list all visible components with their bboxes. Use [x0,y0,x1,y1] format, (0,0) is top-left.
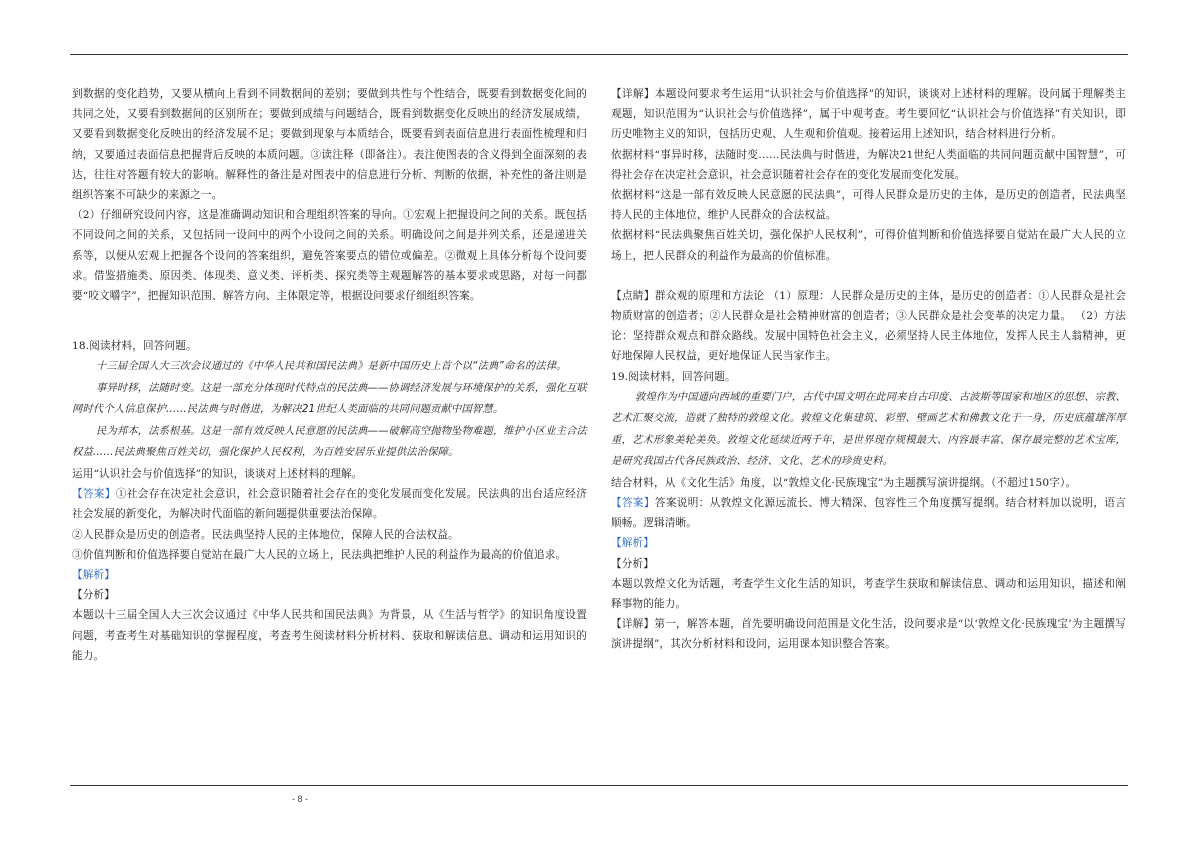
answer-line: ③价值判断和价值选择要自觉站在最广大人民的立场上，民法典把维护人民的利益作为最高的价值追求。 [72,548,567,561]
paragraph: 本题以十三届全国人大三次会议通过《中华人民共和国民法典》为背景，从《生活与哲学》的知识角度设置问题，考查考生对基础知识的掌握程度，考查考生阅读材料分析材料、获取和解读信息、调动和运用知识的能力。 [72,609,587,662]
question-19-title: 19.阅读材料，回答问题。 [611,370,736,383]
answer-tag: 【答案】 [611,497,655,510]
fenxi-tag: 【分析】 [611,557,654,570]
paragraph: 依据材料“这是一部有效反映人民意愿的民法典”，可得人民群众是历史的主体，是历史的创造者，民法典坚持人民的主体地位，维护人民群众的合法权益。 [611,189,1126,222]
question-18-title: 18.阅读材料，回答问题。 [72,340,197,353]
page-number: - 8 - [291,794,308,804]
material-line: 十三届全国人大三次会议通过的《中华人民共和国民法典》是新中国历史上首个以“法典”命名的法律。 [96,360,567,373]
answer-line: ②人民群众是历史的创造者。民法典坚持人民的主体地位，保障人民的合法权益。 [72,528,459,541]
paragraph: 本题以敦煌文化为话题，考查学生文化生活的知识，考查学生获取和解读信息、调动和运用知识，描述和阐释事物的能力。 [611,577,1126,611]
paragraph: 依据材料“事异时移，法随时变……民法典与时偕进，为解决21世纪人类面临的共同问题贡献中国智慧”，可得社会存在决定社会意识，社会意识随着社会存在的变化发展而变化发展。 [611,148,1126,181]
dianjing-paragraph: 【点睛】群众观的原理和方法论 （1）原理：人民群众是历史的主体，是历史的创造者：①人民群众是社会物质财富的创造者；②人民群众是社会精神财富的创造者；③人民群众是社会变革的决定力量。 （2）方法论：坚持群众观点和群众路线。发展中国特色社会主义，必须坚持人民主体地位，发挥人民主人翁精神，更好地保障人民权益，更好地保证人民当家作主。 [611,289,1126,363]
answer-line: 【答案】①社会存在决定社会意识，社会意识随着社会存在的变化发展而变化发展。民法典的出台适应经济社会发展的新变化，为解决时代面临的新问题提供重要法治保障。 [72,488,587,521]
material-line: 敦煌作为中国通向西域的重要门户，古代中国文明在此同来自古印度、古波斯等国家和地区的思想、宗教、艺术汇聚交流，造就了独特的敦煌文化。敦煌文化集建筑、彩塑、壁画艺术和佛教文化于一身，历史底蕴雄浑厚重，艺术形象美轮美奂。敦煌文化延续近两千年，是世界现存规模最大、内容最丰富、保存最完整的艺术宝库，是研究我国古代各民族政治、经济、文化、艺术的珍贵史料。 [611,390,1127,468]
material-line: 事异时移，法随时变。这是一部充分体现时代特点的民法典——协调经济发展与环境保护的关系，强化互联网时代个人信息保护……民法典与时偕进，为解决21世纪人类面临的共同问题贡献中国智慧。 [72,381,588,416]
header-rule [70,54,1128,55]
question-prompt: 结合材料，从《文化生活》角度，以“敦煌文化·民族瑰宝”为主题撰写演讲提纲。（不超过150字）。 [611,476,1077,489]
left-column [72,84,587,666]
paragraph: 依据材料“民法典聚焦百姓关切，强化保护人民权利”，可得价值判断和价值选择要自觉站在最广大人民的立场上，把人民群众的利益作为最高的价值标准。 [611,229,1126,262]
analysis-tag: 【解析】 [72,568,115,581]
material-line: 民为邦本，法系根基。这是一部有效反映人民意愿的民法典——破解高空抛物坠物难题，维护小区业主合法权益……民法典聚焦百姓关切，强化保护人民权利，为百姓安居乐业提供法治保障。 [72,424,588,459]
analysis-tag: 【解析】 [611,537,654,550]
answer-line: 【答案】答案说明：从敦煌文化源远流长、博大精深、包容性三个角度撰写提纲。结合材料加以说明，语言顺畅。逻辑清晰。 [611,497,1126,530]
question-prompt: 运用“认识社会与价值选择”的知识，谈谈对上述材料的理解。 [72,467,363,480]
paragraph: （2）仔细研究设问内容，这是准确调动知识和合理组织答案的导向。①宏观上把握设问之间的关系。既包括不同设问之间的关系，又包括同一设问中的两个小设问之间的关系。明确设问之间是并列关系，还是递进关系等，以便从宏观上把握各个设问的答案组织，避免答案要点的错位或偏差。②微观上具体分析每个设问要求。借鉴措施类、原因类、体现类、意义类、评析类、探究类等主观题解答的基本要求或思路，对每一问都要“咬文嚼字”，把握知识范围、解答方向、主体限定等，根据设问要求仔细组织答案。 [72,209,587,303]
right-column [611,84,1126,655]
paragraph: 到数据的变化趋势，又要从横向上看到不同数据间的差别；要做到共性与个性结合，既要看到数据变化间的共同之处，又要看到数据间的区别所在；要做到成绩与问题结合，既看到数据变化反映出的经济发展成绩，又要看到数据变化反映出的经济发展不足；要做到现象与本质结合，既要看到表面信息进行表面性梳理和归纳，又要通过表面信息把握背后反映的本质问题。③读注释（即备注）。表注使图表的含义得到全面深刻的表达，往往对答题有较大的影响。解释性的备注是对图表中的信息进行分析、判断的依据，补充性的备注则是组织答案不可缺少的来源之一。 [72,88,587,202]
footer-rule [70,785,1128,786]
fenxi-tag: 【分析】 [72,589,115,602]
paragraph: 【详解】本题设问要求考生运用“认识社会与价值选择”的知识，谈谈对上述材料的理解。设问属于理解类主观题，知识范围为“认识社会与价值选择”，属于中观考查。考生要回忆“认识社会与价值选择”有关知识，即历史唯物主义的知识，包括历史观、人生观和价值观。接着运用上述知识，结合材料进行分析。 [611,88,1126,141]
paragraph: 【详解】第一，解答本题，首先要明确设问范围是文化生活，设问要求是“以‘敦煌文化·民族瑰宝’为主题撰写演讲提纲”，其次分析材料和设问，运用课本知识整合答案。 [611,618,1126,651]
answer-tag: 【答案】 [72,488,116,501]
